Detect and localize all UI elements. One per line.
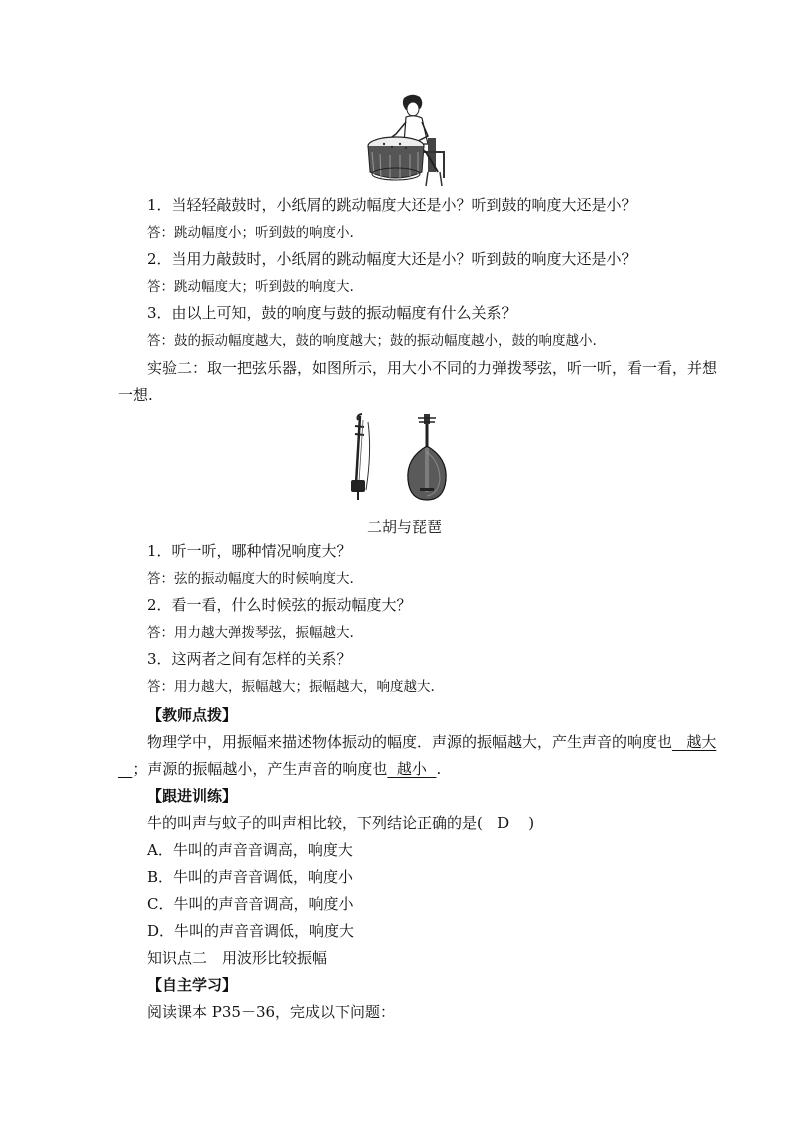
e2-answer-1: 答：弦的振动幅度大的时候响度大. xyxy=(147,571,354,587)
e2-answer-3: 答：用力越大，振幅越大；振幅越大，响度越大. xyxy=(147,679,435,695)
s1-answer-1: 答：跳动幅度小；听到鼓的响度小. xyxy=(147,225,354,241)
s1-question-3: 3．由以上可知，鼓的响度与鼓的振动幅度有什么关系？ xyxy=(147,304,517,322)
s1-question-2: 2．当用力敲鼓时，小纸屑的跳动幅度大还是小？听到鼓的响度大还是小？ xyxy=(147,250,637,268)
option-c: C．牛叫的声音音调高，响度小 xyxy=(147,895,354,913)
practice-question: 牛的叫声与蚊子的叫声相比较，下列结论正确的是( D ) xyxy=(147,814,535,832)
option-b: B．牛叫的声音音调低，响度小 xyxy=(147,868,354,886)
teacher-text-line2 xyxy=(118,758,441,780)
teacher-text-2: ；声源的振幅越小，产生声音的响度也 xyxy=(132,760,388,778)
e2-answer-2: 答：用力越大弹拨琴弦，振幅越大. xyxy=(147,625,354,641)
knowledge-point-2-title: 知识点二 用波形比较振幅 xyxy=(147,949,328,967)
e2-question-2: 2．看一看，什么时候弦的振动幅度大？ xyxy=(147,596,412,614)
s1-answer-2: 答：跳动幅度大；听到鼓的响度大. xyxy=(147,279,354,295)
pipa-illustration xyxy=(404,412,450,504)
experiment2-text-line1: 实验二：取一把弦乐器，如图所示，用大小不同的力弹拨琴弦，听一听，看一看，并想 xyxy=(147,359,718,377)
blank-answer-2: 越小 xyxy=(396,760,427,778)
s1-question-1: 1．当轻轻敲鼓时，小纸屑的跳动幅度大还是小？听到鼓的响度大还是小？ xyxy=(147,196,637,214)
option-a: A．牛叫的声音音调高，响度大 xyxy=(147,841,353,859)
teacher-heading: 【教师点拨】 xyxy=(147,706,238,724)
erhu-illustration xyxy=(346,412,376,502)
option-d: D．牛叫的声音音调低，响度大 xyxy=(147,922,355,940)
teacher-text-3: . xyxy=(436,760,442,778)
s1-answer-3: 答：鼓的振动幅度越大，鼓的响度越大；鼓的振动幅度越小，鼓的响度越小. xyxy=(147,333,597,349)
experiment2-text-line2: 一想. xyxy=(118,386,153,404)
self-study-heading: 【自主学习】 xyxy=(147,976,238,994)
teacher-text-line1 xyxy=(147,731,716,753)
drum-player-illustration xyxy=(366,92,456,187)
figure-caption: 二胡与琵琶 xyxy=(367,518,443,536)
blank-tail xyxy=(118,760,132,778)
practice-answer: D xyxy=(497,814,510,832)
e2-question-1: 1．听一听，哪种情况响度大？ xyxy=(147,542,352,560)
blank-answer-1: 越大 xyxy=(686,733,717,751)
teacher-text-1: 物理学中，用振幅来描述物体振动的幅度．声源的振幅越大，产生声音的响度也 xyxy=(147,733,673,751)
e2-question-3: 3．这两者之间有怎样的关系？ xyxy=(147,650,352,668)
self-study-text: 阅读课本 P35－36，完成以下问题： xyxy=(147,1003,396,1021)
practice-heading: 【跟进训练】 xyxy=(147,787,238,805)
